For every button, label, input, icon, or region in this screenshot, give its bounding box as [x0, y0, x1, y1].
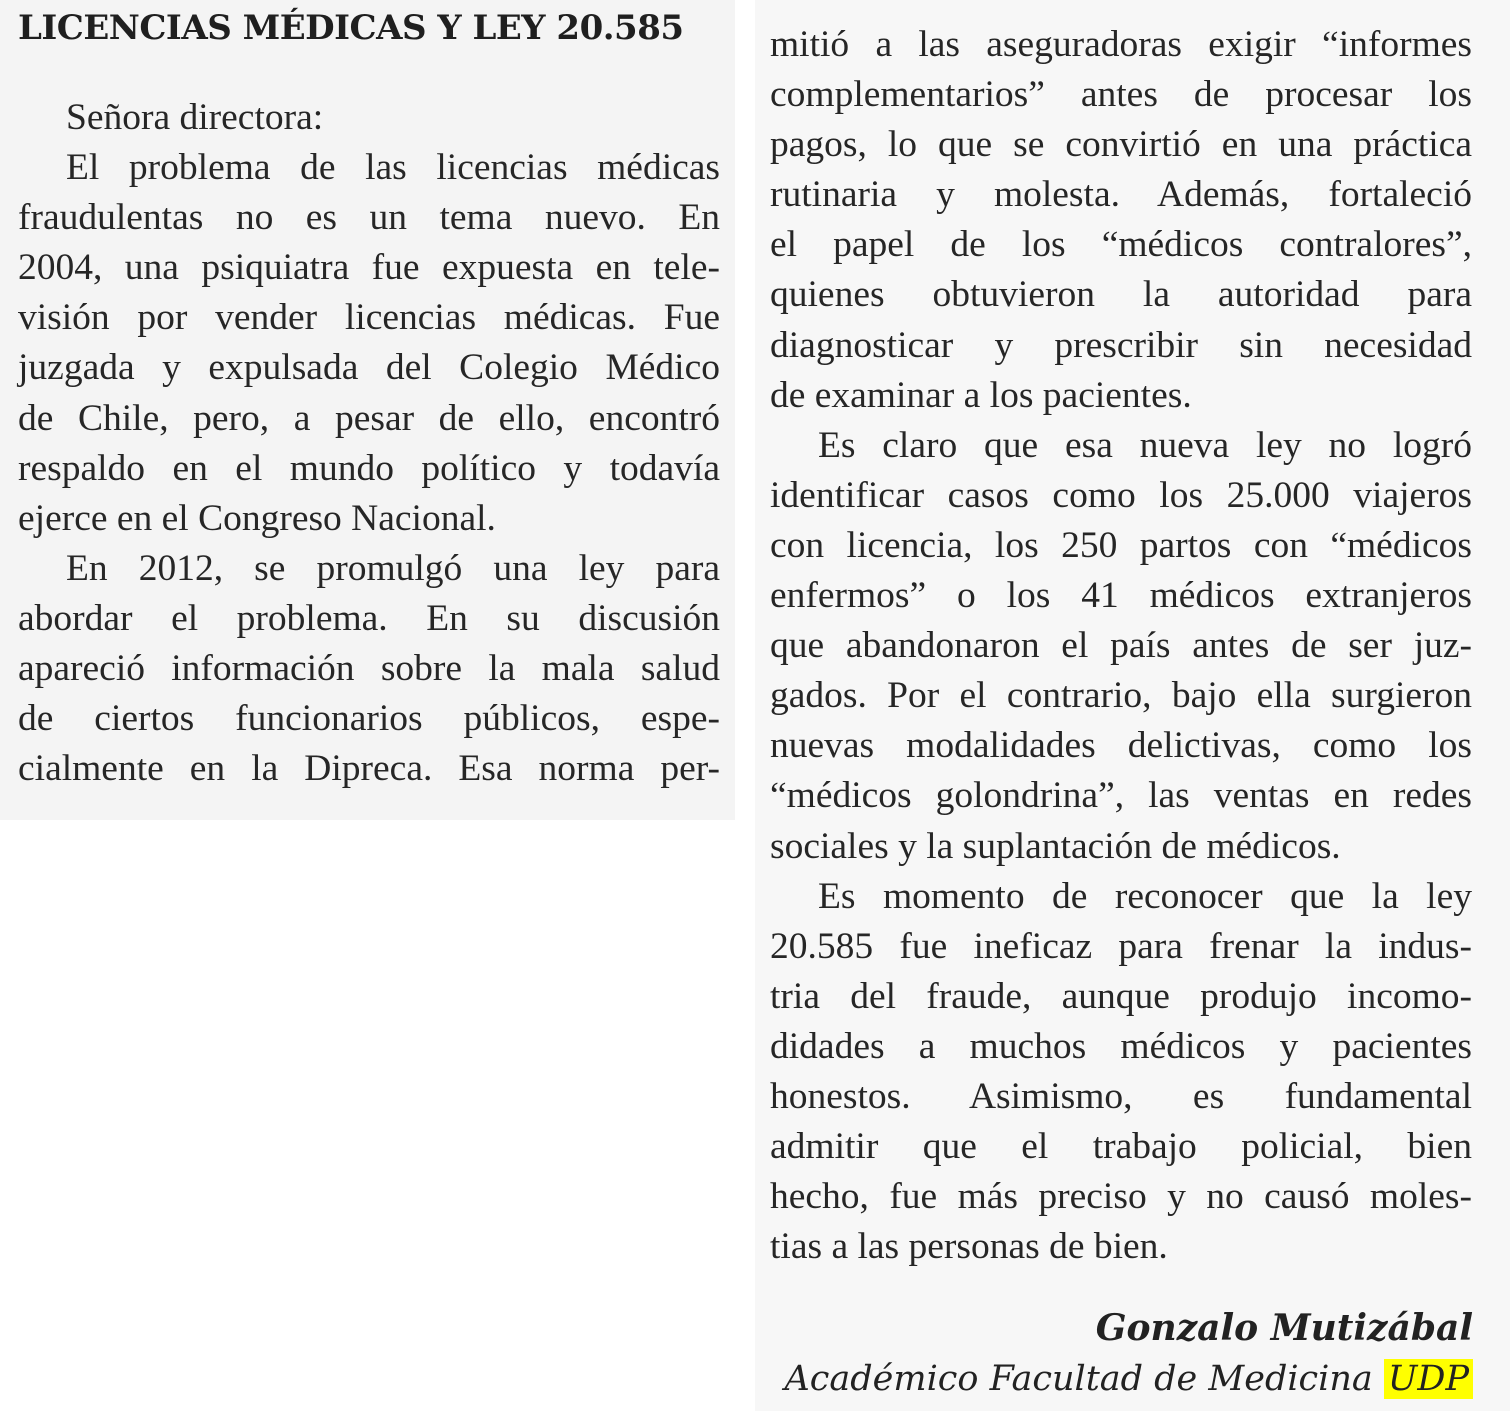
author-name: Gonzalo Mutizábal	[1095, 1307, 1473, 1349]
text-line: Es momento de reconocer que la ley	[818, 875, 1472, 917]
text-line: juzgada y expulsada del Colegio Médico	[18, 347, 720, 389]
text-line: de ciertos funcionarios públicos, espe-	[18, 698, 720, 740]
text-line: hecho, fue más preciso y no causó moles-	[770, 1176, 1472, 1218]
text-line: nuevas modalidades delictivas, como los	[770, 725, 1472, 767]
text-line: abordar el problema. En su discusión	[18, 597, 720, 639]
text-line: visión por vender licencias médicas. Fue	[18, 297, 720, 339]
text-line: gados. Por el contrario, bajo ella surgieron	[770, 675, 1472, 717]
institution-highlight: UDP	[1384, 1359, 1473, 1399]
text-line: rutinaria y molesta. Además, fortaleció	[770, 174, 1472, 216]
text-line: mitió a las aseguradoras exigir “informes	[770, 24, 1472, 65]
text-line: de Chile, pero, a pesar de ello, encontró	[18, 397, 720, 439]
text-line: ejerce en el Congreso Nacional.	[18, 497, 496, 539]
text-line: sociales y la suplantación de médicos.	[770, 825, 1341, 867]
text-line: tria del fraude, aunque produjo incomo-	[770, 975, 1472, 1017]
text-line: identificar casos como los 25.000 viajeros	[770, 474, 1472, 516]
text-line: El problema de las licencias médicas	[66, 147, 720, 189]
text-line: honestos. Asimismo, es fundamental	[770, 1075, 1472, 1117]
author-role-text: Académico Facultad de Medicina	[784, 1359, 1373, 1399]
text-line: de examinar a los pacientes.	[770, 374, 1192, 416]
headline: LICENCIAS MÉDICAS Y LEY 20.585	[18, 8, 684, 48]
author-role	[785, 1353, 1473, 1405]
text-line: En 2012, se promulgó una ley para	[66, 547, 720, 589]
text-line: didades a muchos médicos y pacientes	[770, 1025, 1472, 1067]
text-line: fraudulentas no es un tema nuevo. En	[18, 197, 720, 239]
text-line: pagos, lo que se convirtió en una práctica	[770, 124, 1472, 166]
text-line: apareció información sobre la mala salud	[18, 648, 720, 690]
text-line: complementarios” antes de procesar los	[770, 74, 1472, 116]
left-column-text	[18, 93, 720, 794]
right-column-text	[770, 20, 1472, 1272]
text-line: Es claro que esa nueva ley no logró	[818, 424, 1472, 466]
text-line: quienes obtuvieron la autoridad para	[770, 274, 1472, 316]
text-line: 2004, una psiquiatra fue expuesta en tele-	[18, 247, 720, 289]
signature-block	[785, 1303, 1473, 1405]
text-line: Señora directora:	[66, 97, 324, 138]
text-line: “médicos golondrina”, las ventas en redes	[770, 775, 1472, 817]
text-line: admitir que el trabajo policial, bien	[770, 1126, 1472, 1168]
text-line: enfermos” o los 41 médicos extranjeros	[770, 575, 1472, 617]
text-line: diagnosticar y prescribir sin necesidad	[770, 324, 1472, 366]
text-line: el papel de los “médicos contralores”,	[770, 224, 1472, 266]
text-line: tias a las personas de bien.	[770, 1226, 1168, 1268]
text-line: 20.585 fue ineficaz para frenar la indus-	[770, 925, 1472, 967]
text-line: con licencia, los 250 partos con “médicos	[770, 524, 1472, 566]
text-line: cialmente en la Dipreca. Esa norma per-	[18, 748, 720, 790]
text-line: que abandonaron el país antes de ser juz-	[770, 625, 1472, 667]
text-line: respaldo en el mundo político y todavía	[18, 447, 720, 489]
